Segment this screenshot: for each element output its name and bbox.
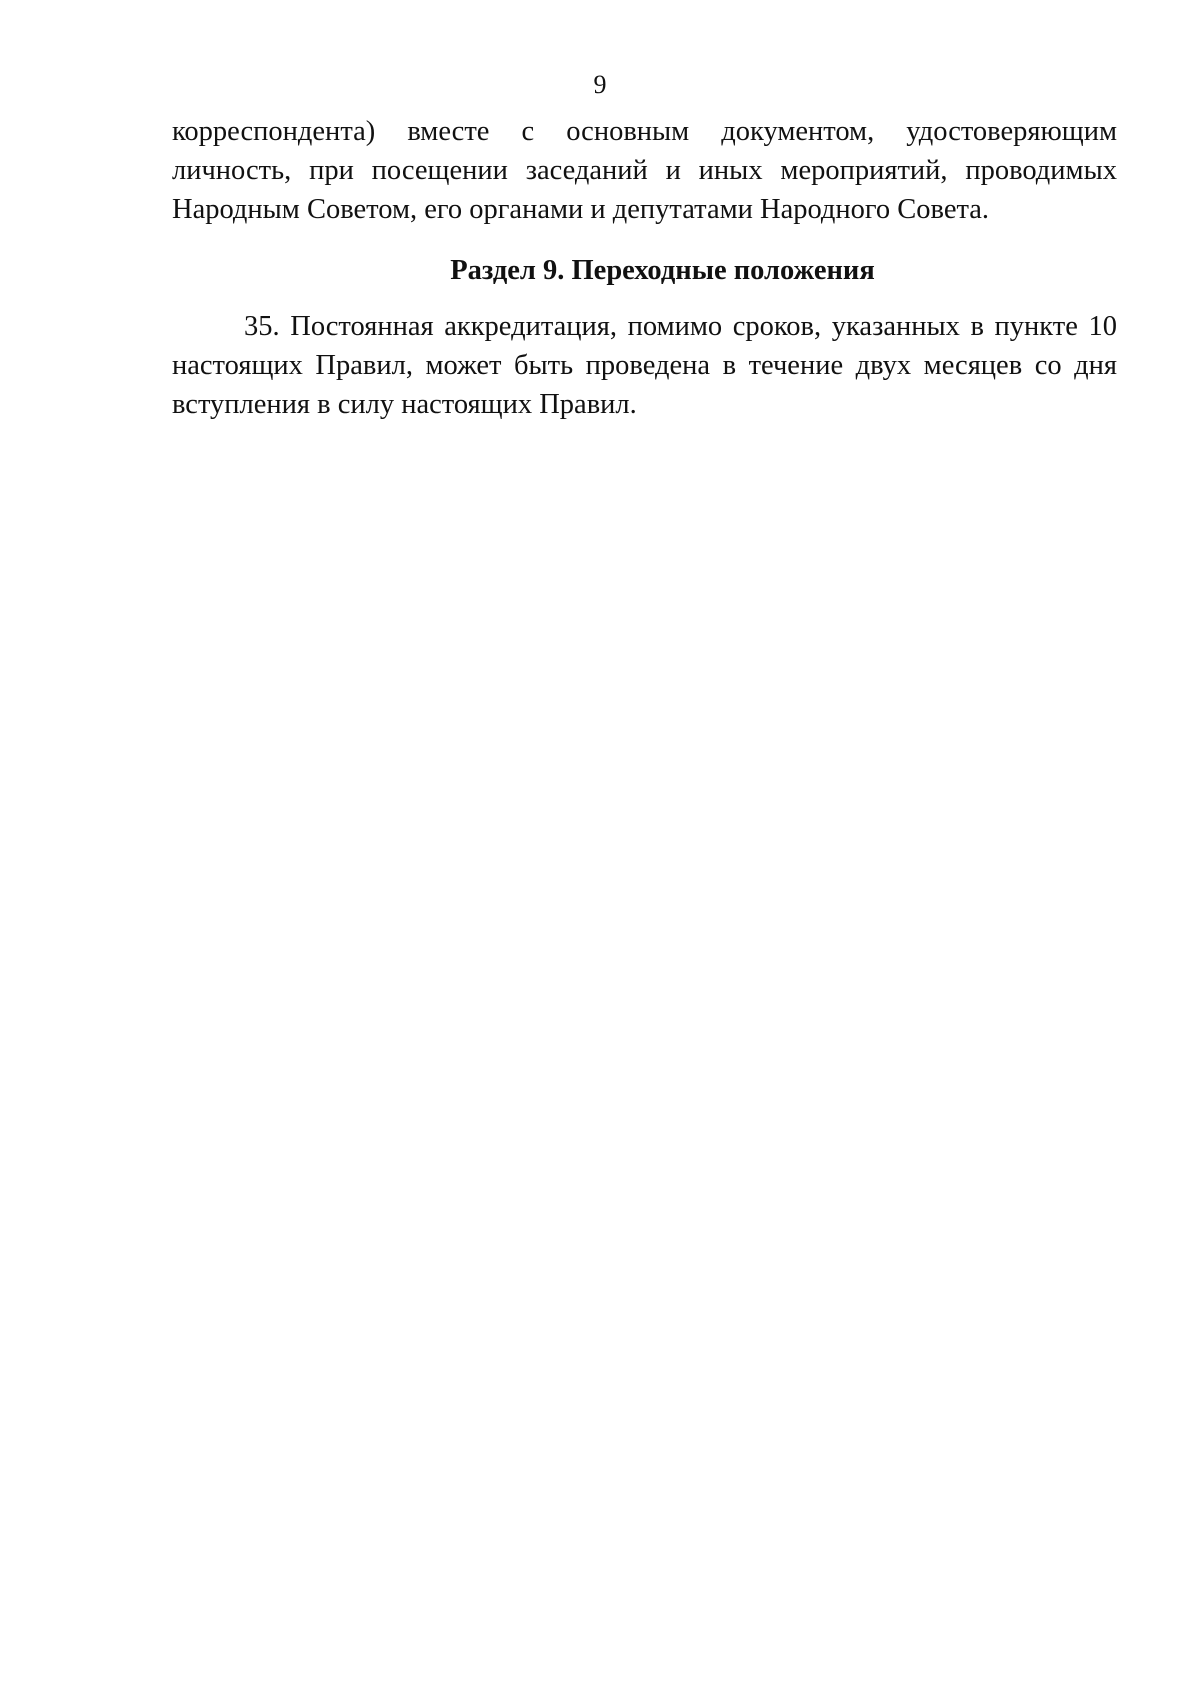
continuation-paragraph: корреспондента) вместе с основным документом, удостоверяющим личность, при посещении заседаний и иных мероприятий, проводимых Народным Советом, его органами и депутатами Народного Совета.	[172, 116, 1117, 225]
document-body	[172, 112, 1117, 424]
section-paragraph-35: 35. Постоянная аккредитация, помимо сроков, указанных в пункте 10 настоящих Правил, может быть проведена в течение двух месяцев со дня вступления в силу настоящих Правил.	[172, 311, 1117, 420]
section-heading: Раздел 9. Переходные положения	[450, 255, 875, 286]
page-number: 9	[593, 70, 607, 99]
